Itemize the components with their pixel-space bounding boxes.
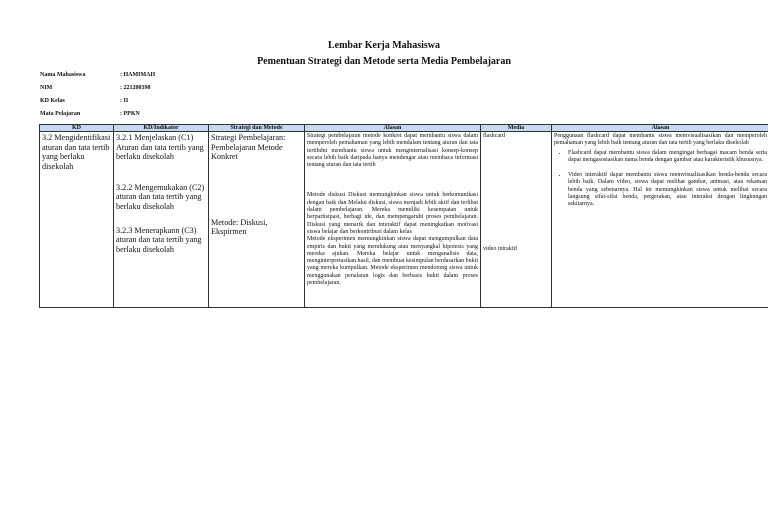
info-value: : 221200398	[120, 85, 151, 91]
indikator-3: 3.2.3 Menerapkann (C3) aturan dan tata tertib yang berlaku disekolah	[116, 225, 202, 254]
header-kd: KD	[40, 125, 114, 132]
alasan-ekspirmen: Metode eksperimen memungkinkan siswa dapat mengumpulkan data empiris dan bukti yang mendukung atau menyangkal hipotesis yang mereka ajukan. Mereka belajar untuk menganalisis data, menginterpretasikan hasil, dan membuat kesimpulan berdasarkan bukti yang mereka kumpulkan. Metode eksperimen mendorong siswa untuk menggunakan penalaran logis dan berbasis bukti dalam proses pembelajaran.	[307, 236, 478, 287]
alasan-media-intro: Penggunaan flashcard dapat membantu siswa memvisualisasikan dan memperoleh pemahaman yang lebih baik tentang aturan dan tata tertib yang berlaku disekolah	[554, 133, 767, 147]
info-label: KD Kelas	[40, 98, 65, 104]
list-item: • Flashcard dapat membantu siswa dalam mengingat berbagai macam benda serta dapat mengasosiasikan nama benda dengan gambar atau karakteristik khususnya.	[568, 150, 767, 165]
header-alasan: Alasan	[305, 125, 481, 132]
strategi-text: Strategi Pembelajaran: Pembelajaran Metode Konkret	[211, 133, 286, 162]
info-value: : II	[120, 98, 129, 104]
alasan-media-list	[554, 150, 767, 209]
info-value: : HAMIMAH	[120, 72, 156, 78]
info-value: : PPKN	[120, 111, 140, 117]
document-subtitle: Pementuan Strategi dan Metode serta Media Pembelajaran	[257, 56, 511, 67]
alasan-diskusi: Metode diskusi Diskusi memungkinkan siswa untuk berkomunikasi dengan baik dan Melalui diskusi, siswa menjadi lebih aktif dan terlibat dalam pembelajaran. Mereka memiliki kesempatan untuk berpartisipasi, berbagi ide, dan mempengaruhi proses pembelajaran. Diskusi yang menarik dan interaktif dapat meningkatkan motivasi siswa belajar dan berkontribusi dalam kelas	[307, 192, 478, 235]
indikator-cell	[114, 132, 209, 308]
info-row-nim	[40, 85, 151, 91]
media-video: video intraktif	[483, 246, 518, 253]
metode-text: Metode: Diskusi, Ekspirmen	[211, 217, 268, 237]
list-item: • Video interaktif dapat membantu siswa memvisualisasikan benda-benda secara lebih baik. Dalam video, siswa dapat melihat gambar, animasi, atau rekaman benda yang sebenarnya. Hal ini memungkinkan siswa untuk melihat secara langsung sifat-sifat benda, pergerakan, atau interaksi dengan lingkungan sekitarnya.	[568, 172, 767, 208]
indikator-1: 3.2.1 Menjelaskan (C1) Aturan dan tata tertib yang berlaku disekolah	[116, 133, 204, 162]
media-flashcard: flashcard	[483, 133, 505, 139]
info-row-kelas	[40, 98, 128, 104]
info-label: Mata Pelajaran	[40, 111, 81, 117]
alasan-strategi-cell	[305, 132, 481, 308]
worksheet-table	[39, 124, 768, 308]
alasan-media-cell	[552, 132, 768, 308]
alasan-strategi: Strategi pembelajaran metode konkret dapat membantu siswa dalam memperoleh pemahaman yang lebih mendalam tentang aturan dan tata tertibdni membantu siswa untuk menginternalisasi konsep-konsep secara lebih baik daripada hanya mendengar atau membaca informasi tentang aturan dan tata tertib	[307, 133, 478, 169]
strategi-cell	[209, 132, 305, 308]
header-strategi: Strategi dan Metode	[209, 125, 305, 132]
indikator-2: 3.2.2 Mengemukakan (C2) aturan dan tata tertib yang berlaku disekolah	[116, 182, 205, 211]
table-row	[40, 132, 768, 308]
table-header-row	[40, 125, 768, 132]
header-alasan-media: Alasan	[552, 125, 768, 132]
kd-cell: 3.2 Mengidentifikasi aturan dan tata tertib yang berlaku disekolah	[40, 132, 114, 308]
header-indikator: KD/Indikator	[114, 125, 209, 132]
info-row-nama	[40, 72, 155, 78]
info-label: NIM	[40, 85, 53, 91]
document-title: Lembar Kerja Mahasiswa	[327, 40, 441, 51]
media-cell	[481, 132, 552, 308]
info-row-mapel	[40, 111, 140, 117]
header-media: Media	[481, 125, 552, 132]
info-label: Nama Mahasiswa	[40, 72, 86, 78]
